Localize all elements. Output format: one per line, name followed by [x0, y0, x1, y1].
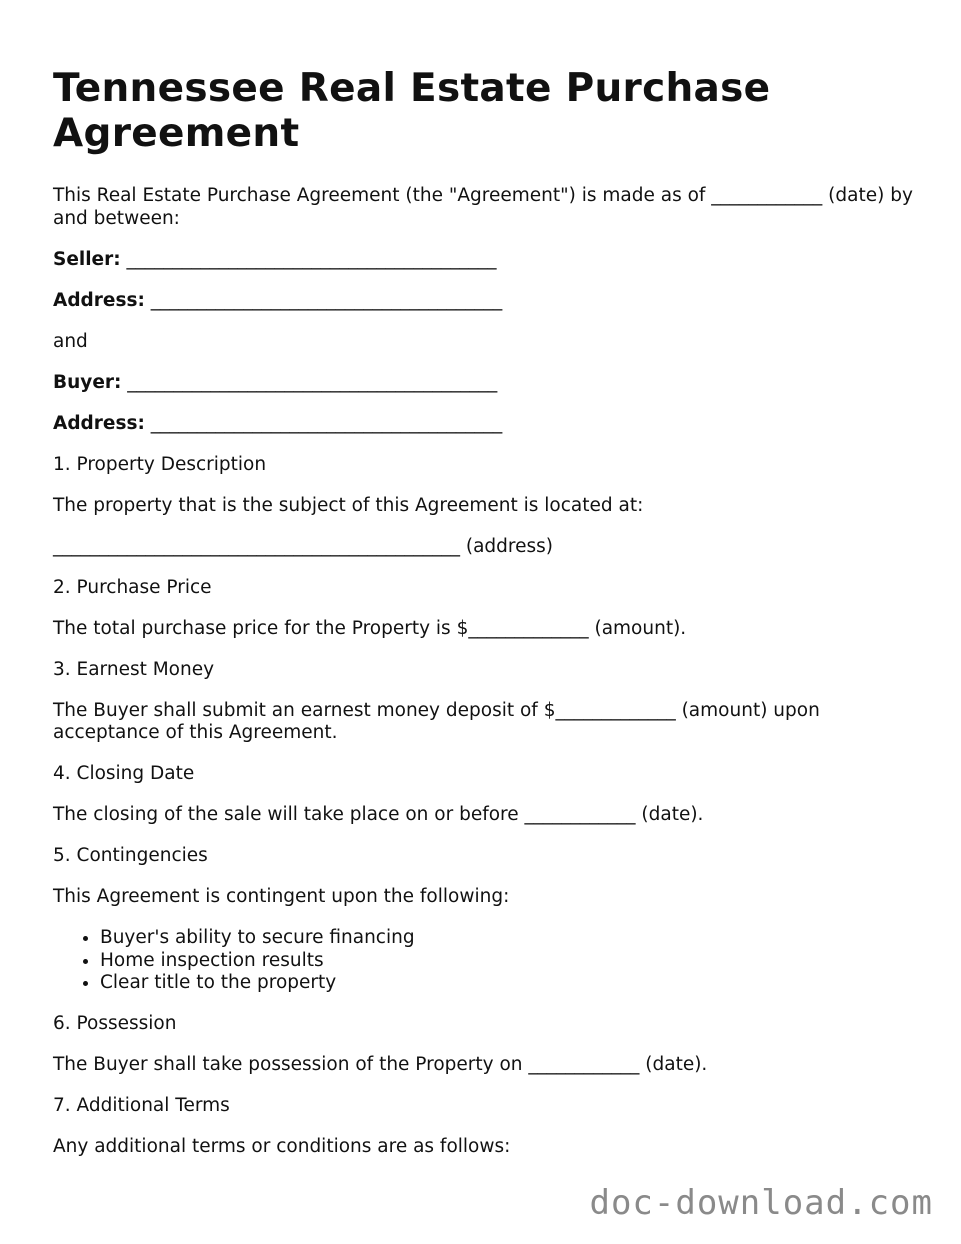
list-item: • Home inspection results — [100, 950, 923, 973]
seller-label: Seller: — [53, 248, 121, 270]
section-heading-contingencies: 5. Contingencies — [53, 845, 208, 866]
section-heading-price: 2. Purchase Price — [53, 576, 212, 598]
buyer-address-label: Address: — [53, 412, 145, 434]
price-text: The total purchase price for the Property is $_____________ (amount). — [53, 617, 687, 639]
section-heading-earnest: 3. Earnest Money — [53, 658, 215, 680]
intro-paragraph: This Real Estate Purchase Agreement (the "Agreement") is made as of ____________ (date) by and between: — [53, 185, 913, 229]
seller-line — [53, 249, 923, 272]
seller-address-blank: ______________________________________ — [150, 289, 503, 311]
section-heading-closing: 4. Closing Date — [53, 763, 195, 784]
contingencies-text: This Agreement is contingent upon the following: — [53, 886, 510, 907]
watermark: doc-download.com — [589, 1183, 933, 1223]
buyer-address-blank: ______________________________________ — [150, 412, 503, 434]
section-heading-property: 1. Property Description — [53, 453, 267, 475]
seller-address-line — [53, 290, 923, 313]
list-item: • Clear title to the property — [100, 972, 923, 995]
page-title: Tennessee Real Estate Purchase Agreement — [53, 66, 771, 156]
earnest-text: The Buyer shall submit an earnest money deposit of $_____________ (amount) upon acceptance of this Agreement. — [53, 699, 820, 743]
seller-address-label: Address: — [53, 289, 145, 311]
buyer-address-line — [53, 413, 923, 436]
possession-text: The Buyer shall take possession of the Property on ____________ (date). — [53, 1054, 708, 1075]
document-page — [53, 66, 923, 1177]
buyer-label: Buyer: — [53, 371, 122, 393]
and-text: and — [53, 330, 88, 352]
seller-blank: ________________________________________ — [126, 248, 497, 270]
contingencies-list — [53, 927, 923, 995]
buyer-line — [53, 372, 923, 395]
buyer-blank: ________________________________________ — [127, 371, 498, 393]
section-heading-additional: 7. Additional Terms — [53, 1095, 230, 1116]
property-text: The property that is the subject of this Agreement is located at: — [53, 494, 644, 516]
closing-text: The closing of the sale will take place on or before ____________ (date). — [53, 804, 704, 825]
property-address-line: ____________________________________________ (address) — [53, 535, 553, 557]
list-item: • Buyer's ability to secure financing — [100, 927, 923, 950]
additional-text: Any additional terms or conditions are as follows: — [53, 1136, 511, 1157]
section-heading-possession: 6. Possession — [53, 1013, 177, 1034]
